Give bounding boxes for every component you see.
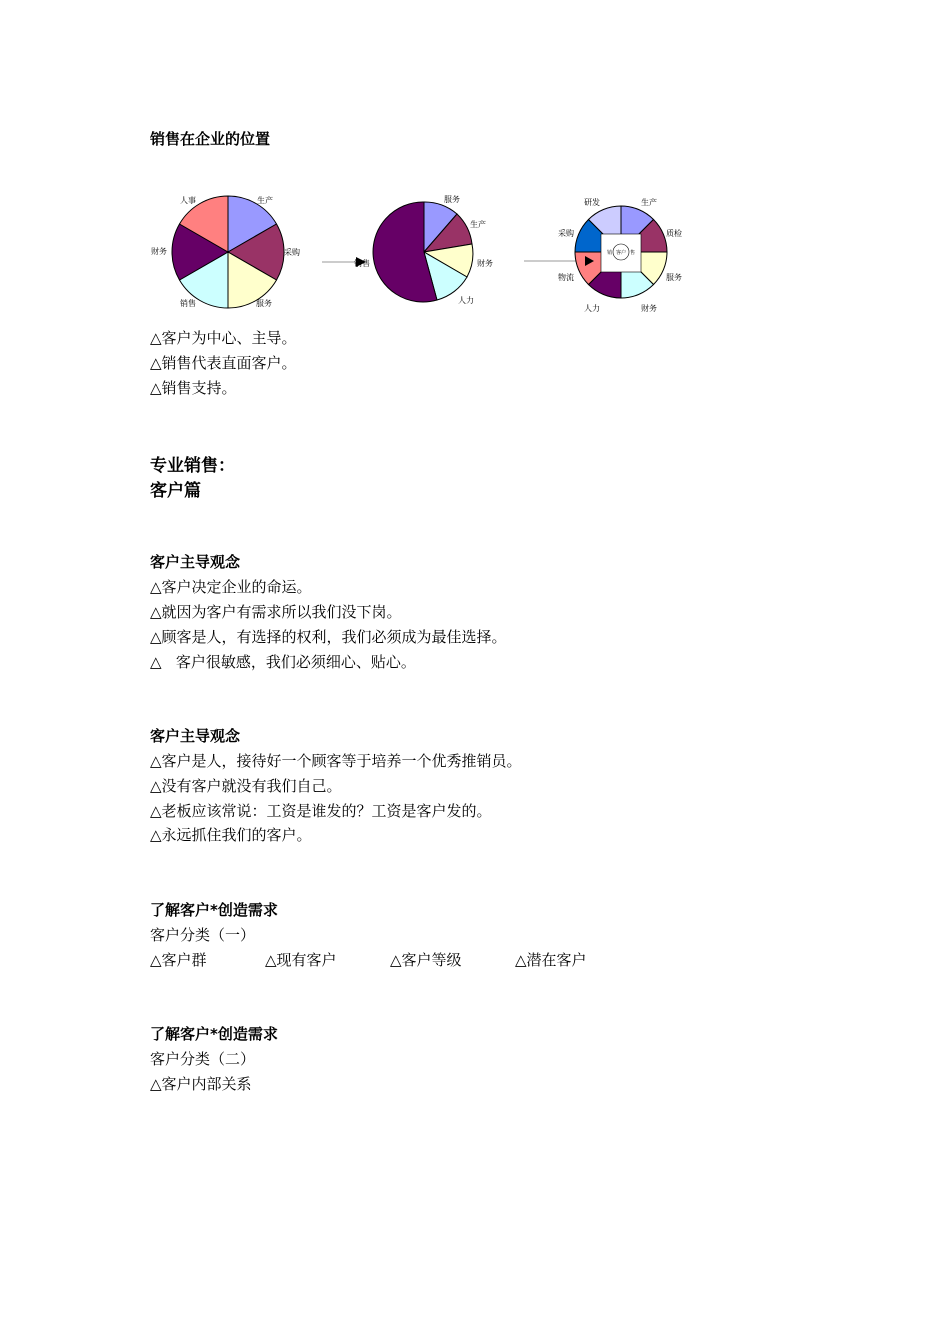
section3-bullet-4: △永远抓住我们的客户。: [150, 826, 312, 844]
wheel-label-caigou: 采购: [558, 229, 574, 238]
pie1-label-xiaoshou: 销售: [180, 299, 196, 308]
section4-item-2: △现有客户: [265, 951, 337, 969]
heading2-line2: 客户篇: [150, 481, 201, 501]
section3-title: 客户主导观念: [150, 727, 241, 745]
section1-bullet-2: △销售代表直面客户。: [150, 354, 297, 372]
section1-bullet-3: △销售支持。: [150, 379, 237, 397]
pie1-label-caiwu: 财务: [151, 247, 167, 256]
section3-bullet-3: △老板应该常说：工资是谁发的？工资是客户发的。: [150, 802, 492, 820]
wheel-label-zhijian: 质检: [666, 229, 682, 238]
wheel-inner-center: 客户: [616, 250, 627, 256]
pie2-label-fuwu: 服务: [444, 195, 460, 204]
wheel-inner-left: 销: [607, 250, 613, 256]
wheel-label-renli: 人力: [584, 304, 600, 313]
section2-bullet-2: △就因为客户有需求所以我们没下岗。: [150, 603, 402, 621]
section4-title: 了解客户*创造需求: [150, 901, 278, 919]
section5-subtitle: 客户分类（二）: [150, 1050, 256, 1068]
wheel-label-shengchan: 生产: [641, 198, 657, 207]
pie1-label-caigou: 采购: [284, 248, 300, 257]
section4-item-3: △客户等级: [390, 951, 462, 969]
section2-bullet-4: △ 客户很敏感，我们必须细心、贴心。: [150, 653, 416, 671]
wheel-label-wuliu: 物流: [558, 273, 574, 282]
section2-bullet-1: △客户决定企业的命运。: [150, 578, 312, 596]
pie-chart-1: [150, 188, 320, 318]
pie2-label-caiwu: 财务: [477, 259, 493, 268]
section4-item-4: △潜在客户: [515, 951, 587, 969]
pie1-label-renshi: 人事: [180, 196, 196, 205]
pie1-label-shengchan: 生产: [257, 196, 273, 205]
section5-title: 了解客户*创造需求: [150, 1025, 278, 1043]
wheel-label-fuwu: 服务: [666, 273, 682, 282]
section4-item-1: △客户群: [150, 951, 207, 969]
section1-bullet-1: △客户为中心、主导。: [150, 329, 297, 347]
wheel-label-yanfa: 研发: [584, 198, 600, 207]
pie1-label-fuwu: 服务: [256, 299, 272, 308]
heading2-line1: 专业销售：: [150, 456, 235, 476]
section4-subtitle: 客户分类（一）: [150, 926, 256, 944]
wheel-chart-3: [520, 188, 695, 318]
pie-chart-2: [350, 188, 510, 314]
section3-bullet-2: △没有客户就没有我们自己。: [150, 777, 342, 795]
section5-bullet-1: △客户内部关系: [150, 1075, 252, 1093]
section1-title: 销售在企业的位置: [150, 130, 271, 148]
wheel-label-caiwu: 财务: [641, 304, 657, 313]
section3-bullet-1: △客户是人，接待好一个顾客等于培养一个优秀推销员。: [150, 752, 522, 770]
wheel-inner-right: 售: [630, 250, 636, 256]
section2-bullet-3: △顾客是人，有选择的权利，我们必须成为最佳选择。: [150, 628, 507, 646]
pie2-label-shengchan: 生产: [470, 220, 486, 229]
section2-title: 客户主导观念: [150, 553, 241, 571]
pie2-label-renli: 人力: [458, 296, 474, 305]
pie2-label-xiaoshou: 销售: [354, 259, 370, 268]
